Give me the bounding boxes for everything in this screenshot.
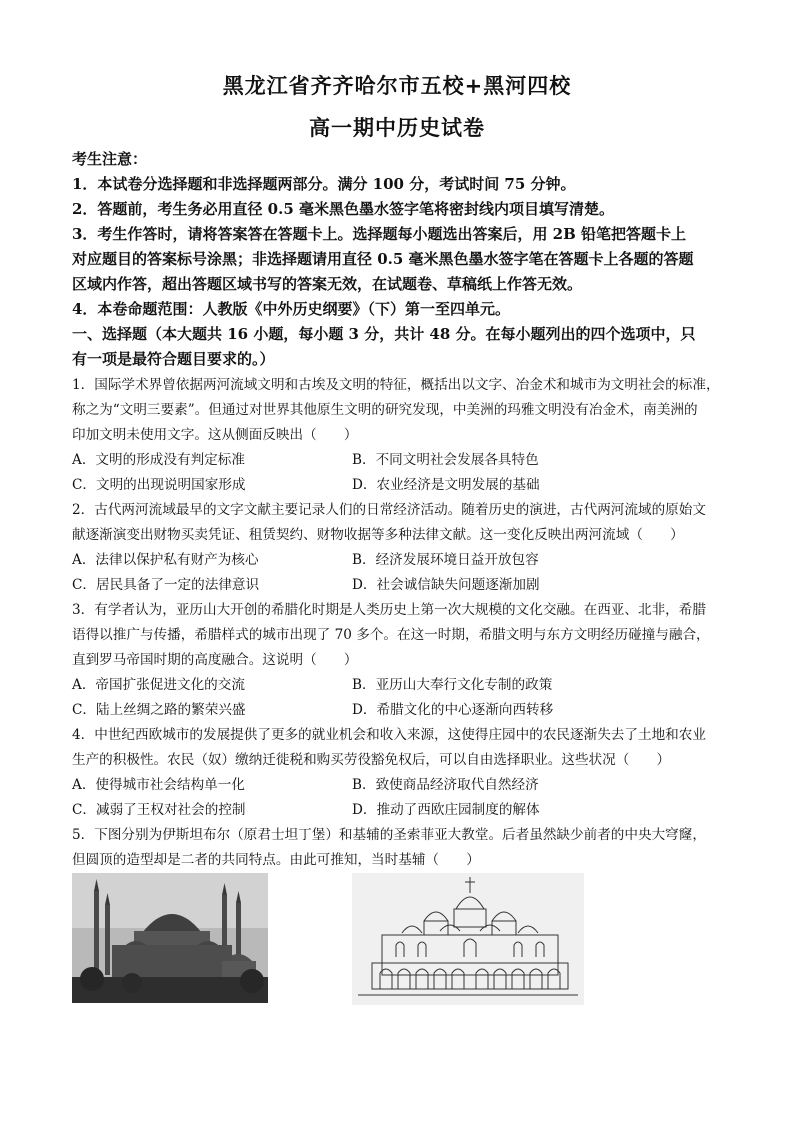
question-4-option-a[interactable]: A．使得城市社会结构单一化 <box>72 777 245 793</box>
question-5-text: 但圆顶的造型却是二者的共同特点。由此可推知，当时基辅（ ） <box>72 852 480 868</box>
hagia-sophia-istanbul-photo <box>72 873 268 1003</box>
notice-item: 区域内作答，超出答题区域书写的答案无效，在试题卷、草稿纸上作答无效。 <box>72 275 583 293</box>
notice-item: 2．答题前，考生务必用直径 0.5 毫米黑色墨水签字笔将密封线内项目填写清楚。 <box>72 200 614 218</box>
question-3-text: 语得以推广与传播，希腊样式的城市出现了 70 多个。在这一时期，希腊文明与东方文明经历碰撞与融合， <box>72 627 710 643</box>
section-heading: 一、选择题（本大题共 16 小题，每小题 3 分，共计 48 分。在每小题列出的四个选项中，只 <box>72 325 696 343</box>
question-1-option-d[interactable]: D．农业经济是文明发展的基础 <box>352 477 540 493</box>
question-2-option-a[interactable]: A．法律以保护私有财产为核心 <box>72 552 259 568</box>
exam-title: 黑龙江省齐齐哈尔市五校+黑河四校 <box>222 74 572 98</box>
question-3-option-a[interactable]: A．帝国扩张促进文化的交流 <box>72 677 245 693</box>
question-2-text: 2．古代两河流域最早的文字文献主要记录人们的日常经济活动。随着历史的演进，古代两河流域的原始文 <box>72 502 706 518</box>
question-3-text: 直到罗马帝国时期的高度融合。这说明（ ） <box>72 652 358 668</box>
saint-sophia-kyiv-drawing <box>352 873 584 1005</box>
question-2-option-d[interactable]: D．社会诚信缺失问题逐渐加剧 <box>352 577 540 593</box>
question-5-text: 5．下图分别为伊斯坦布尔（原君士坦丁堡）和基辅的圣索菲亚大教堂。后者虽然缺少前者的中央大穹窿， <box>72 827 706 843</box>
question-1-text: 印加文明未使用文字。这从侧面反映出（ ） <box>72 427 358 443</box>
question-1-option-a[interactable]: A．文明的形成没有判定标准 <box>72 452 245 468</box>
mosque-photo-graphic <box>72 873 268 1003</box>
question-1-text: 1．国际学术界曾依据两河流域文明和古埃及文明的特征，概括出以文字、冶金术和城市为文明社会的标准， <box>72 377 720 393</box>
notice-item: 对应题目的答案标号涂黑；非选择题请用直径 0.5 毫米黑色墨水签字笔在答题卡上各题的答题 <box>72 250 694 268</box>
question-3-text: 3．有学者认为，亚历山大开创的希腊化时期是人类历史上第一次大规模的文化交融。在西亚、北非，希腊 <box>72 602 706 618</box>
question-2-option-b[interactable]: B．经济发展环境日益开放包容 <box>352 552 539 568</box>
notice-item: 3．考生作答时，请将答案答在答题卡上。选择题每小题选出答案后，用 2B 铅笔把答题卡上 <box>72 225 687 243</box>
notice-item: 4．本卷命题范围：人教版《中外历史纲要》（下）第一至四单元。 <box>72 300 510 318</box>
question-4-option-b[interactable]: B．致使商品经济取代自然经济 <box>352 777 539 793</box>
question-4-text: 生产的积极性。农民（奴）缴纳迁徙税和购买劳役豁免权后，可以自由选择职业。这些状况（ ） <box>72 752 671 768</box>
question-3-option-d[interactable]: D．希腊文化的中心逐渐向西转移 <box>352 702 554 718</box>
question-4-option-d[interactable]: D．推动了西欧庄园制度的解体 <box>352 802 540 818</box>
question-1-text: 称之为“文明三要素”。但通过对世界其他原生文明的研究发现，中美洲的玛雅文明没有冶金术，南美洲的 <box>72 402 698 418</box>
question-1-option-c[interactable]: C．文明的出现说明国家形成 <box>72 477 246 493</box>
question-3-option-b[interactable]: B．亚历山大奉行文化专制的政策 <box>352 677 553 693</box>
question-3-option-c[interactable]: C．陆上丝绸之路的繁荣兴盛 <box>72 702 246 718</box>
section-heading: 有一项是最符合题目要求的。） <box>72 350 275 368</box>
question-4-text: 4．中世纪西欧城市的发展提供了更多的就业机会和收入来源，这使得庄园中的农民逐渐失去了土地和农业 <box>72 727 706 743</box>
question-1-option-b[interactable]: B．不同文明社会发展各具特色 <box>352 452 539 468</box>
exam-subtitle: 高一期中历史试卷 <box>309 116 485 140</box>
notice-heading: 考生注意： <box>72 150 148 168</box>
question-4-option-c[interactable]: C．减弱了王权对社会的控制 <box>72 802 246 818</box>
question-2-text: 献逐渐演变出财物买卖凭证、租赁契约、财物收据等多种法律文献。这一变化反映出两河流域（ ） <box>72 527 684 543</box>
question-2-option-c[interactable]: C．居民具备了一定的法律意识 <box>72 577 260 593</box>
notice-item: 1．本试卷分选择题和非选择题两部分。满分 100 分，考试时间 75 分钟。 <box>72 175 576 193</box>
cathedral-drawing-graphic <box>352 873 584 1005</box>
